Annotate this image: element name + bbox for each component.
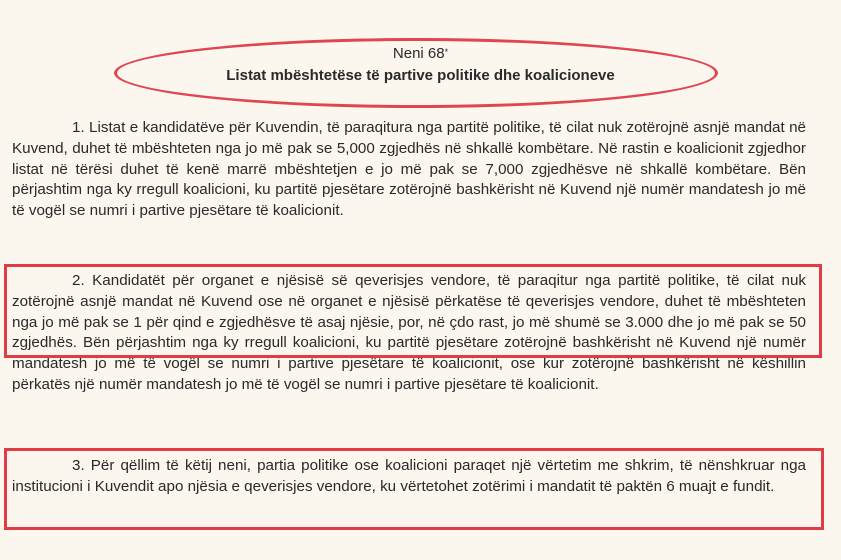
article-number-text: Neni 68 bbox=[392, 45, 445, 62]
footnote-mark: * bbox=[444, 47, 449, 57]
paragraph-2: 2. Kandidatët për organet e njësisë së qeverisjes vendore, të paraqitur nga partitë politike, të cilat nuk zotërojnë asnjë mandat në Kuvend ose në organet e njësisë përkatëse të qeverisjes vendore, duhet të mbështeten nga jo më pak se 1 për qind e zgjedhësve të asaj njësie, por, në çdo rast, jo më shumë se 3.000 dhe jo më pak se 50 zgjedhës. Bën përjashtim nga ky rregull koalicioni, ku partitë pjesëtare zotërojnë bashkërisht në Kuvend një numër mandatesh jo më të vogël se numri i partive pjesëtare të koalicionit, ose kur zotërojnë bashkërisht në këshillin përkatës një numër mandatesh jo më të vogël se numri i partive pjesëtare të koalicionit. bbox=[12, 272, 806, 393]
paragraph-2-highlight-box bbox=[4, 264, 822, 358]
article-title: Listat mbështetëse të partive politike dhe koalicioneve bbox=[226, 67, 615, 84]
paragraph-3-highlight-box bbox=[4, 448, 824, 530]
paragraph-1: 1. Listat e kandidatëve për Kuvendin, të paraqitura nga partitë politike, të cilat nuk zotërojnë asnjë mandat në Kuvend, duhet të mbështeten nga jo më pak se 5,000 zgjedhës në shkallë kombëtare. Në rastin e koalicionit zgjedhor listat në tërësi duhet të kenë marrë mbështetjen e jo më pak se 7,000 zgjedhësve në shkallë kombëtare. Bën përjashtim nga ky rregull koalicioni, ku partitë pjesëtare zotërojnë bashkërisht në Kuvend një numër mandatesh jo më të vogël se numri i partive pjesëtare të koalicionit. bbox=[12, 119, 806, 220]
paragraph-3: 3. Për qëllim të këtij neni, partia politike ose koalicioni paraqet një vërtetim me shkrim, të nënshkruar nga institucioni i Kuvendit apo njësia e qeverisjes vendore, ku vërtetohet zotërimi i mandatit të paktën 6 muajt e fundit. bbox=[12, 457, 806, 495]
title-highlight-oval bbox=[114, 38, 718, 108]
